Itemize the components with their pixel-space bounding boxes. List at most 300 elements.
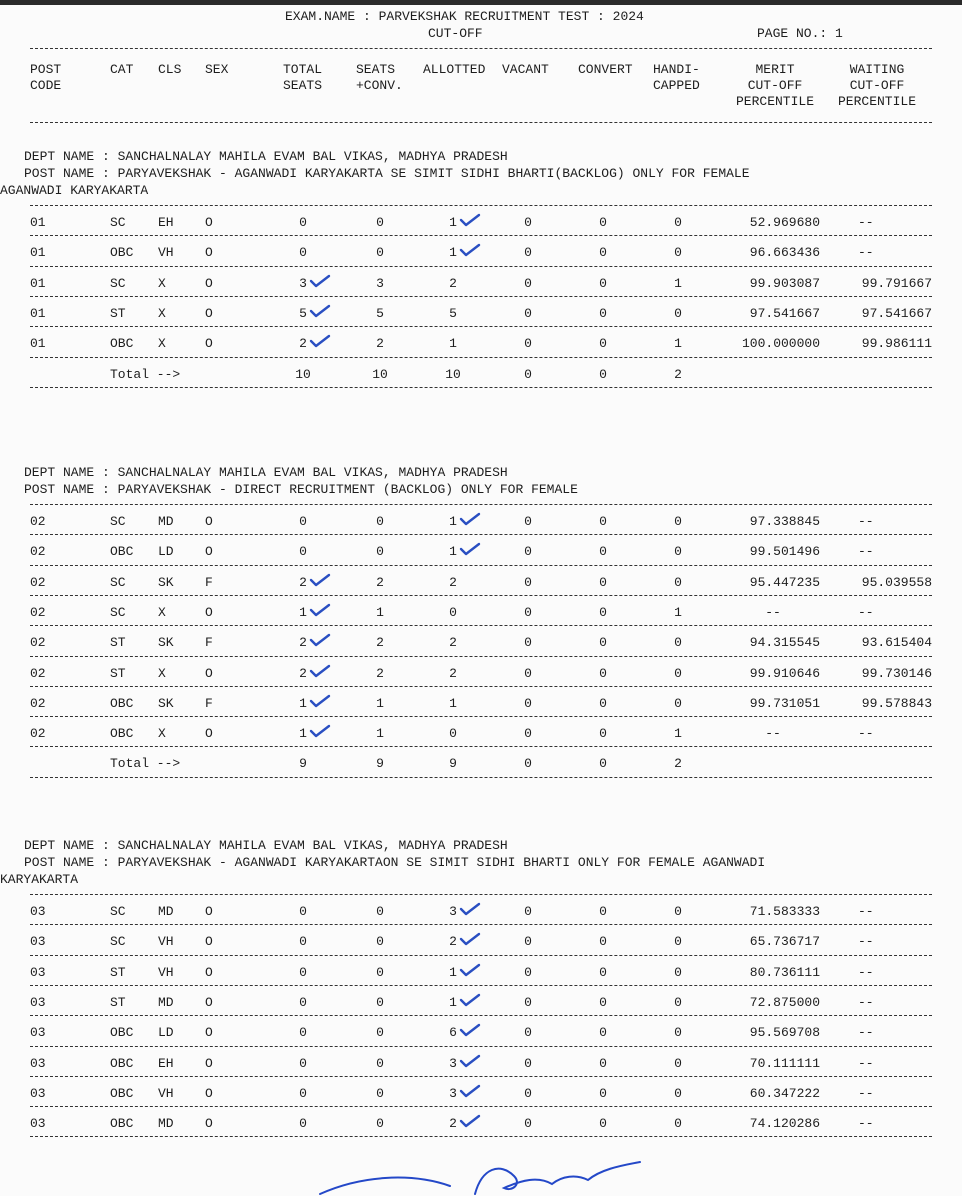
dashed-rule xyxy=(30,1015,932,1016)
dashed-rule xyxy=(30,595,932,596)
table-row-sex: O xyxy=(205,994,213,1010)
merit-cutoff: 52.969680 xyxy=(749,215,820,230)
table-row-sex: F xyxy=(205,574,213,590)
table-row-convert: 0 xyxy=(599,275,607,291)
table-row-sex: O xyxy=(205,245,213,261)
table-row-allotted: 1 xyxy=(449,994,457,1010)
table-row-allotted: 0 xyxy=(449,726,457,742)
table-row-vacant: 0 xyxy=(524,574,532,590)
table-row-handi: 0 xyxy=(674,544,682,560)
table-row-code: 03 xyxy=(30,904,46,919)
table-row-conv: 0 xyxy=(376,1116,384,1132)
table-row-convert: 0 xyxy=(599,604,607,620)
table-row-sex: F xyxy=(205,635,213,651)
checkmark-icon xyxy=(459,213,481,227)
column-header: CONVERT xyxy=(578,62,633,77)
table-row-vacant: 0 xyxy=(524,1055,532,1071)
table-row-convert: 0 xyxy=(599,1055,607,1071)
total-row-total: 10 xyxy=(295,366,311,382)
waiting-cutoff: -- xyxy=(858,1055,874,1071)
table-row-handi: 1 xyxy=(674,726,682,742)
table-row-conv: 0 xyxy=(376,964,384,980)
table-row-vacant: 0 xyxy=(524,934,532,950)
table-row-cls: LD xyxy=(158,1025,174,1041)
checkmark-icon xyxy=(459,993,481,1007)
table-row-cat: OBC xyxy=(110,1116,134,1132)
table-row-handi: 0 xyxy=(674,904,682,919)
table-row-cat: ST xyxy=(110,665,126,681)
merit-cutoff: 95.569708 xyxy=(749,1025,820,1041)
table-row-vacant: 0 xyxy=(524,604,532,620)
post-name: POST NAME : PARYAVEKSHAK - AGANWADI KARYAKARTA SE SIMIT SIDHI BHARTI(BACKLOG) ONLY FOR FEMALE xyxy=(24,166,750,181)
waiting-cutoff: 99.986111 xyxy=(861,336,932,352)
total-row-convert: 0 xyxy=(599,756,607,772)
checkmark-icon xyxy=(309,603,331,617)
exam-name: EXAM.NAME : PARVEKSHAK RECRUITMENT TEST : 2024 xyxy=(285,9,644,24)
table-row-convert: 0 xyxy=(599,336,607,352)
table-row-conv: 0 xyxy=(376,904,384,919)
table-row-handi: 0 xyxy=(674,245,682,261)
table-row-handi: 1 xyxy=(674,604,682,620)
waiting-cutoff: 99.791667 xyxy=(861,275,932,291)
table-row-vacant: 0 xyxy=(524,1025,532,1041)
table-row-handi: 0 xyxy=(674,215,682,230)
table-row-cat: SC xyxy=(110,574,126,590)
table-row-allotted: 2 xyxy=(449,665,457,681)
table-row-cat: SC xyxy=(110,604,126,620)
table-row-conv: 0 xyxy=(376,514,384,529)
table-row-allotted: 0 xyxy=(449,604,457,620)
table-row-convert: 0 xyxy=(599,635,607,651)
checkmark-icon xyxy=(309,573,331,587)
table-row-code: 03 xyxy=(30,1025,46,1041)
merit-cutoff: 71.583333 xyxy=(749,904,820,919)
waiting-cutoff: -- xyxy=(858,1085,874,1101)
merit-cutoff: -- xyxy=(765,604,781,620)
table-row-cls: MD xyxy=(158,994,174,1010)
table-row-cls: VH xyxy=(158,245,174,261)
table-row-cls: X xyxy=(158,305,166,321)
total-row-conv: 9 xyxy=(376,756,384,772)
table-row-sex: O xyxy=(205,215,213,230)
table-row-conv: 2 xyxy=(376,574,384,590)
table-row-allotted: 1 xyxy=(449,544,457,560)
table-row-cls: X xyxy=(158,604,166,620)
dashed-rule xyxy=(30,1046,932,1047)
checkmark-icon xyxy=(459,243,481,257)
table-row-vacant: 0 xyxy=(524,1116,532,1132)
checkmark-icon xyxy=(459,1023,481,1037)
table-row-total: 0 xyxy=(299,994,307,1010)
dashed-rule xyxy=(30,387,932,388)
checkmark-icon xyxy=(459,932,481,946)
table-row-convert: 0 xyxy=(599,1085,607,1101)
table-row-conv: 2 xyxy=(376,336,384,352)
table-row-vacant: 0 xyxy=(524,695,532,711)
table-row-code: 03 xyxy=(30,1116,46,1132)
table-row-total: 0 xyxy=(299,1116,307,1132)
table-row-cls: SK xyxy=(158,635,174,651)
table-row-cat: ST xyxy=(110,305,126,321)
merit-cutoff: 65.736717 xyxy=(749,934,820,950)
table-row-allotted: 1 xyxy=(449,695,457,711)
table-row-conv: 0 xyxy=(376,934,384,950)
column-header: SEATS xyxy=(283,78,323,93)
table-row-sex: O xyxy=(205,726,213,742)
dashed-rule xyxy=(30,357,932,358)
table-row-cat: ST xyxy=(110,964,126,980)
waiting-cutoff: 93.615404 xyxy=(861,635,932,651)
table-row-total: 0 xyxy=(299,514,307,529)
table-row-cat: OBC xyxy=(110,1055,134,1071)
table-row-cat: SC xyxy=(110,934,126,950)
column-header: CUT-OFF xyxy=(747,78,803,93)
table-row-total: 1 xyxy=(299,604,307,620)
checkmark-icon xyxy=(309,304,331,318)
table-row-allotted: 3 xyxy=(449,1085,457,1101)
waiting-cutoff: -- xyxy=(858,726,874,742)
table-row-vacant: 0 xyxy=(524,964,532,980)
table-row-convert: 0 xyxy=(599,544,607,560)
total-row-allotted: 10 xyxy=(445,366,461,382)
table-row-conv: 3 xyxy=(376,275,384,291)
table-row-cls: VH xyxy=(158,1085,174,1101)
checkmark-icon xyxy=(309,274,331,288)
table-row-code: 01 xyxy=(30,275,46,291)
table-row-cat: OBC xyxy=(110,1085,134,1101)
table-row-total: 0 xyxy=(299,934,307,950)
table-row-allotted: 3 xyxy=(449,1055,457,1071)
table-row-allotted: 6 xyxy=(449,1025,457,1041)
table-row-handi: 0 xyxy=(674,305,682,321)
checkmark-icon xyxy=(459,963,481,977)
table-row-conv: 1 xyxy=(376,726,384,742)
table-row-convert: 0 xyxy=(599,695,607,711)
dashed-rule xyxy=(30,777,932,778)
merit-cutoff: 95.447235 xyxy=(749,574,820,590)
checkmark-icon xyxy=(309,694,331,708)
table-row-convert: 0 xyxy=(599,215,607,230)
merit-cutoff: 97.338845 xyxy=(749,514,820,529)
table-row-code: 03 xyxy=(30,964,46,980)
total-row-allotted: 9 xyxy=(449,756,457,772)
waiting-cutoff: -- xyxy=(858,514,874,529)
waiting-cutoff: -- xyxy=(858,934,874,950)
post-name: AGANWADI KARYAKARTA xyxy=(0,183,149,198)
dashed-rule xyxy=(30,894,932,895)
total-row-handi: 2 xyxy=(674,366,682,382)
table-row-allotted: 3 xyxy=(449,904,457,919)
table-row-total: 2 xyxy=(299,574,307,590)
table-row-convert: 0 xyxy=(599,934,607,950)
table-row-allotted: 2 xyxy=(449,934,457,950)
table-row-total: 5 xyxy=(299,305,307,321)
table-row-cls: LD xyxy=(158,544,174,560)
table-row-conv: 2 xyxy=(376,665,384,681)
table-row-vacant: 0 xyxy=(524,1085,532,1101)
waiting-cutoff: -- xyxy=(858,994,874,1010)
table-row-total: 2 xyxy=(299,336,307,352)
table-row-cat: OBC xyxy=(110,336,134,352)
dashed-rule xyxy=(30,296,932,297)
table-row-handi: 0 xyxy=(674,574,682,590)
dashed-rule xyxy=(30,326,932,327)
table-row-allotted: 2 xyxy=(449,574,457,590)
table-row-handi: 0 xyxy=(674,514,682,529)
dashed-rule xyxy=(30,924,932,925)
table-row-code: 03 xyxy=(30,1085,46,1101)
table-row-cat: OBC xyxy=(110,695,134,711)
table-row-convert: 0 xyxy=(599,514,607,529)
table-row-total: 2 xyxy=(299,635,307,651)
cutoff-subtitle: CUT-OFF xyxy=(428,26,483,41)
table-row-code: 01 xyxy=(30,305,46,321)
table-row-handi: 0 xyxy=(674,1116,682,1132)
table-row-vacant: 0 xyxy=(524,514,532,529)
checkmark-icon xyxy=(459,902,481,916)
table-row-allotted: 1 xyxy=(449,215,457,230)
column-header: PERCENTILE xyxy=(735,94,814,109)
table-row-cls: X xyxy=(158,665,166,681)
table-row-sex: O xyxy=(205,1025,213,1041)
dashed-rule xyxy=(30,985,932,986)
checkmark-icon xyxy=(459,1114,481,1128)
dashed-rule xyxy=(30,235,932,236)
dashed-rule xyxy=(30,565,932,566)
table-row-cls: X xyxy=(158,275,166,291)
table-row-convert: 0 xyxy=(599,665,607,681)
handwritten-signature xyxy=(300,1150,660,1196)
table-row-convert: 0 xyxy=(599,305,607,321)
table-row-cls: EH xyxy=(158,1055,174,1071)
table-row-total: 2 xyxy=(299,665,307,681)
post-name: KARYAKARTA xyxy=(0,872,79,887)
table-row-sex: O xyxy=(205,604,213,620)
waiting-cutoff: -- xyxy=(858,964,874,980)
table-row-cat: ST xyxy=(110,635,126,651)
table-row-allotted: 2 xyxy=(449,275,457,291)
scan-top-edge xyxy=(0,0,962,5)
table-row-cls: VH xyxy=(158,964,174,980)
table-row-code: 02 xyxy=(30,635,46,651)
dashed-rule xyxy=(30,205,932,206)
dashed-rule xyxy=(30,625,932,626)
dashed-rule xyxy=(30,656,932,657)
dashed-rule xyxy=(30,1106,932,1107)
table-row-conv: 0 xyxy=(376,1055,384,1071)
table-row-code: 02 xyxy=(30,695,46,711)
merit-cutoff: 70.111111 xyxy=(749,1055,820,1071)
checkmark-icon xyxy=(459,1054,481,1068)
table-row-convert: 0 xyxy=(599,1025,607,1041)
table-row-conv: 0 xyxy=(376,1025,384,1041)
table-row-sex: O xyxy=(205,934,213,950)
merit-cutoff: 100.000000 xyxy=(741,336,820,352)
total-label: Total --> xyxy=(110,366,181,382)
table-row-code: 02 xyxy=(30,544,46,560)
merit-cutoff: 74.120286 xyxy=(749,1116,820,1132)
table-row-conv: 2 xyxy=(376,635,384,651)
table-row-handi: 1 xyxy=(674,336,682,352)
waiting-cutoff: 95.039558 xyxy=(861,574,932,590)
table-row-total: 0 xyxy=(299,215,307,230)
table-row-conv: 0 xyxy=(376,245,384,261)
total-row-convert: 0 xyxy=(599,366,607,382)
total-row-total: 9 xyxy=(299,756,307,772)
table-row-cls: X xyxy=(158,726,166,742)
table-row-total: 0 xyxy=(299,964,307,980)
table-row-handi: 0 xyxy=(674,1025,682,1041)
table-row-sex: O xyxy=(205,275,213,291)
table-row-sex: O xyxy=(205,1085,213,1101)
table-row-handi: 0 xyxy=(674,695,682,711)
table-row-cat: SC xyxy=(110,514,126,529)
table-row-code: 03 xyxy=(30,934,46,950)
dashed-rule xyxy=(30,534,932,535)
table-row-vacant: 0 xyxy=(524,544,532,560)
total-row-vacant: 0 xyxy=(524,756,532,772)
table-row-convert: 0 xyxy=(599,964,607,980)
table-row-conv: 1 xyxy=(376,604,384,620)
table-row-cat: OBC xyxy=(110,245,134,261)
table-row-convert: 0 xyxy=(599,574,607,590)
table-row-vacant: 0 xyxy=(524,336,532,352)
table-row-cat: SC xyxy=(110,215,126,230)
table-row-total: 0 xyxy=(299,245,307,261)
table-row-sex: O xyxy=(205,305,213,321)
table-row-cls: MD xyxy=(158,904,174,919)
column-header: CLS xyxy=(158,62,182,77)
merit-cutoff: 60.347222 xyxy=(749,1085,820,1101)
table-row-sex: O xyxy=(205,964,213,980)
dept-name: DEPT NAME : SANCHALNALAY MAHILA EVAM BAL VIKAS, MADHYA PRADESH xyxy=(24,149,508,164)
merit-cutoff: 99.903087 xyxy=(749,275,820,291)
table-row-cls: MD xyxy=(158,1116,174,1132)
dashed-rule xyxy=(30,955,932,956)
column-header: WAITING xyxy=(849,62,905,77)
dashed-rule xyxy=(30,716,932,717)
column-header: PERCENTILE xyxy=(837,94,916,109)
dashed-rule xyxy=(30,266,932,267)
table-row-vacant: 0 xyxy=(524,275,532,291)
waiting-cutoff: -- xyxy=(858,1116,874,1132)
table-row-total: 0 xyxy=(299,1025,307,1041)
table-row-cls: MD xyxy=(158,514,174,529)
table-row-allotted: 1 xyxy=(449,514,457,529)
waiting-cutoff: -- xyxy=(858,904,874,919)
merit-cutoff: 96.663436 xyxy=(749,245,820,261)
table-row-cls: EH xyxy=(158,215,174,230)
total-label: Total --> xyxy=(110,756,181,772)
table-row-total: 0 xyxy=(299,1085,307,1101)
table-row-vacant: 0 xyxy=(524,994,532,1010)
total-row-handi: 2 xyxy=(674,756,682,772)
page-number: PAGE NO.: 1 xyxy=(757,26,843,41)
table-row-code: 01 xyxy=(30,336,46,352)
dashed-rule xyxy=(30,122,932,123)
table-row-vacant: 0 xyxy=(524,726,532,742)
dashed-rule xyxy=(30,1136,932,1137)
table-row-total: 0 xyxy=(299,544,307,560)
checkmark-icon xyxy=(309,724,331,738)
table-row-vacant: 0 xyxy=(524,904,532,919)
table-row-total: 0 xyxy=(299,1055,307,1071)
column-header: ALLOTTED xyxy=(423,62,486,77)
merit-cutoff: 99.731051 xyxy=(749,695,820,711)
table-row-cat: OBC xyxy=(110,726,134,742)
merit-cutoff: 99.910646 xyxy=(749,665,820,681)
table-row-cls: VH xyxy=(158,934,174,950)
table-row-code: 01 xyxy=(30,215,46,230)
table-row-code: 01 xyxy=(30,245,46,261)
table-row-allotted: 1 xyxy=(449,245,457,261)
waiting-cutoff: -- xyxy=(858,604,874,620)
table-row-convert: 0 xyxy=(599,904,607,919)
table-row-sex: O xyxy=(205,514,213,529)
table-row-handi: 0 xyxy=(674,1055,682,1071)
table-row-allotted: 1 xyxy=(449,336,457,352)
table-row-cat: SC xyxy=(110,904,126,919)
table-row-vacant: 0 xyxy=(524,665,532,681)
table-row-code: 02 xyxy=(30,514,46,529)
checkmark-icon xyxy=(459,1084,481,1098)
table-row-code: 03 xyxy=(30,1055,46,1071)
table-row-code: 02 xyxy=(30,574,46,590)
column-header: SEATS xyxy=(356,62,396,77)
table-row-total: 1 xyxy=(299,726,307,742)
table-row-vacant: 0 xyxy=(524,305,532,321)
table-row-cat: SC xyxy=(110,275,126,291)
table-row-conv: 1 xyxy=(376,695,384,711)
table-row-allotted: 1 xyxy=(449,964,457,980)
table-row-cat: OBC xyxy=(110,1025,134,1041)
checkmark-icon xyxy=(309,334,331,348)
table-row-sex: O xyxy=(205,1116,213,1132)
column-header: HANDI- xyxy=(653,62,700,77)
total-row-vacant: 0 xyxy=(524,366,532,382)
column-header: +CONV. xyxy=(356,78,403,93)
checkmark-icon xyxy=(459,542,481,556)
table-row-sex: O xyxy=(205,904,213,919)
total-row-conv: 10 xyxy=(372,366,388,382)
merit-cutoff: 99.501496 xyxy=(749,544,820,560)
table-row-handi: 0 xyxy=(674,1085,682,1101)
table-row-sex: O xyxy=(205,665,213,681)
column-header: POST xyxy=(30,62,62,77)
table-row-convert: 0 xyxy=(599,245,607,261)
table-row-sex: O xyxy=(205,336,213,352)
waiting-cutoff: 99.730146 xyxy=(861,665,932,681)
table-row-conv: 0 xyxy=(376,544,384,560)
table-row-cat: ST xyxy=(110,994,126,1010)
table-row-total: 1 xyxy=(299,695,307,711)
dashed-rule xyxy=(30,686,932,687)
dept-name: DEPT NAME : SANCHALNALAY MAHILA EVAM BAL VIKAS, MADHYA PRADESH xyxy=(24,838,508,853)
merit-cutoff: 80.736111 xyxy=(749,964,820,980)
table-row-handi: 1 xyxy=(674,275,682,291)
checkmark-icon xyxy=(459,512,481,526)
checkmark-icon xyxy=(309,633,331,647)
column-header: CODE xyxy=(30,78,62,93)
column-header: SEX xyxy=(205,62,229,77)
table-row-convert: 0 xyxy=(599,994,607,1010)
table-row-conv: 0 xyxy=(376,994,384,1010)
column-header: VACANT xyxy=(502,62,549,77)
waiting-cutoff: 99.578843 xyxy=(861,695,932,711)
table-row-conv: 0 xyxy=(376,1085,384,1101)
dept-name: DEPT NAME : SANCHALNALAY MAHILA EVAM BAL VIKAS, MADHYA PRADESH xyxy=(24,465,508,480)
dashed-rule xyxy=(30,1076,932,1077)
